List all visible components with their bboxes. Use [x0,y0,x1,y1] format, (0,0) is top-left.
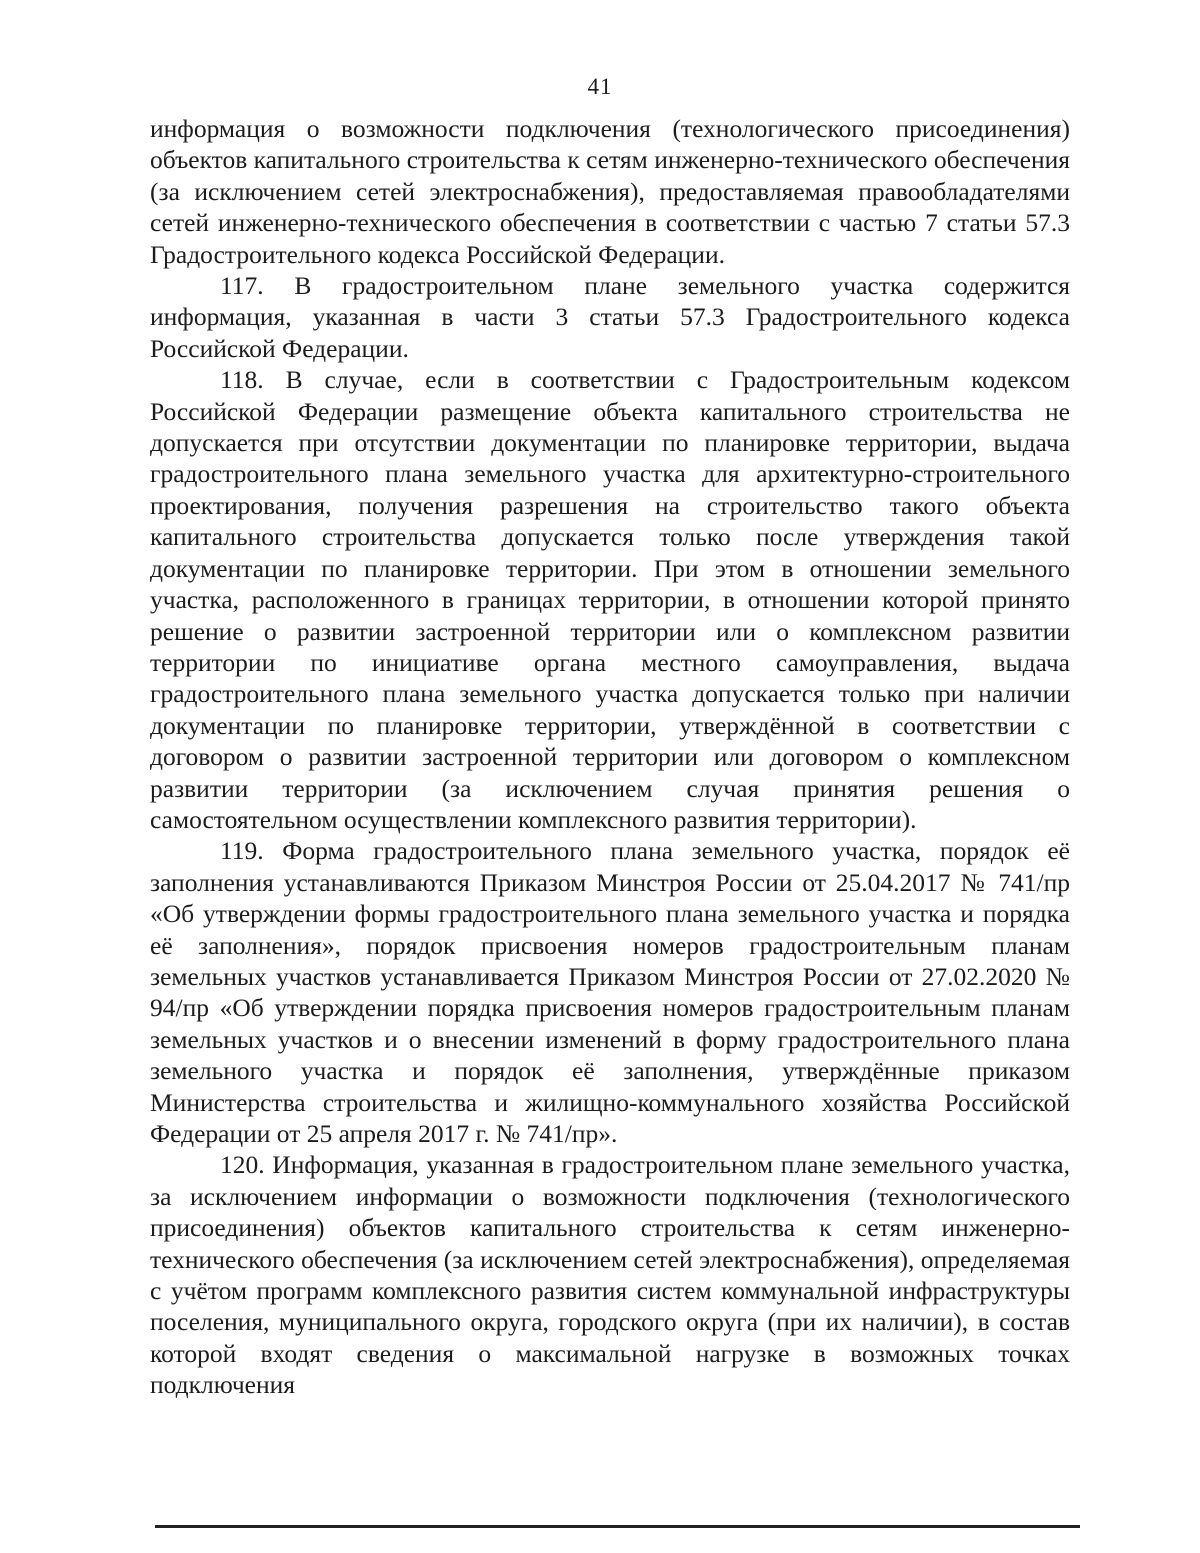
paragraph-117: 117. В градостроительном плане земельного участка содержится информация, указанная в части 3 статьи 57.3 Градостроительного кодекса Российской Федерации. [150,271,1070,363]
paragraph-continuation: информация о возможности подключения (технологического присоединения) объектов капитального строительства к сетям инженерно-технического обеспечения (за исключением сетей электроснабжения), предоставляемая правообладателями сетей инженерно-технического обеспечения в соответствии с частью 7 статьи 57.3 Градостроительного кодекса Российской Федерации. [150,114,1070,269]
footnote-separator-line [155,1525,1080,1528]
paragraph-120: 120. Информация, указанная в градостроительном плане земельного участка, за исключением информации о возможности подключения (технологического присоединения) объектов капитального строительства к сетям инженерно-технического обеспечения (за исключением сетей электроснабжения), определяемая с учётом программ комплексного развития систем коммунальной инфраструктуры поселения, муниципального округа, городского округа (при их наличии), в состав которой входят сведения о максимальной нагрузке в возможных точках подключения [150,1150,1070,1400]
page-number: 41 [587,74,613,99]
body-text [150,113,1070,1401]
paragraph-118: 118. В случае, если в соответствии с Градостроительным кодексом Российской Федерации размещение объекта капитального строительства не допускается при отсутствии документации по планировке территории, выдача градостроительного плана земельного участка для архитектурно-строительного проектирования, получения разрешения на строительство такого объекта капитального строительства допускается только после утверждения такой документации по планировке территории. При этом в отношении земельного участка, расположенного в границах территории, в отношении которой принято решение о развитии застроенной территории или о комплексном развитии территории по инициативе органа местного самоуправления, выдача градостроительного плана земельного участка допускается только при наличии документации по планировке территории, утверждённой в соответствии с договором о развитии застроенной территории или договором о комплексном развитии территории (за исключением случая принятия решения о самостоятельном осуществлении комплексного развития территории). [150,365,1070,834]
paragraph-119: 119. Форма градостроительного плана земельного участка, порядок её заполнения устанавливаются Приказом Минстроя России от 25.04.2017 № 741/пр «Об утверждении формы градостроительного плана земельного участка и порядка её заполнения», порядок присвоения номеров градостроительным планам земельных участков устанавливается Приказом Минстроя России от 27.02.2020 № 94/пр «Об утверждении порядка присвоения номеров градостроительным планам земельных участков и о внесении изменений в форму градостроительного плана земельного участка и порядок её заполнения, утверждённые приказом Министерства строительства и жилищно-коммунального хозяйства Российской Федерации от 25 апреля 2017 г. № 741/пр». [150,836,1070,1148]
